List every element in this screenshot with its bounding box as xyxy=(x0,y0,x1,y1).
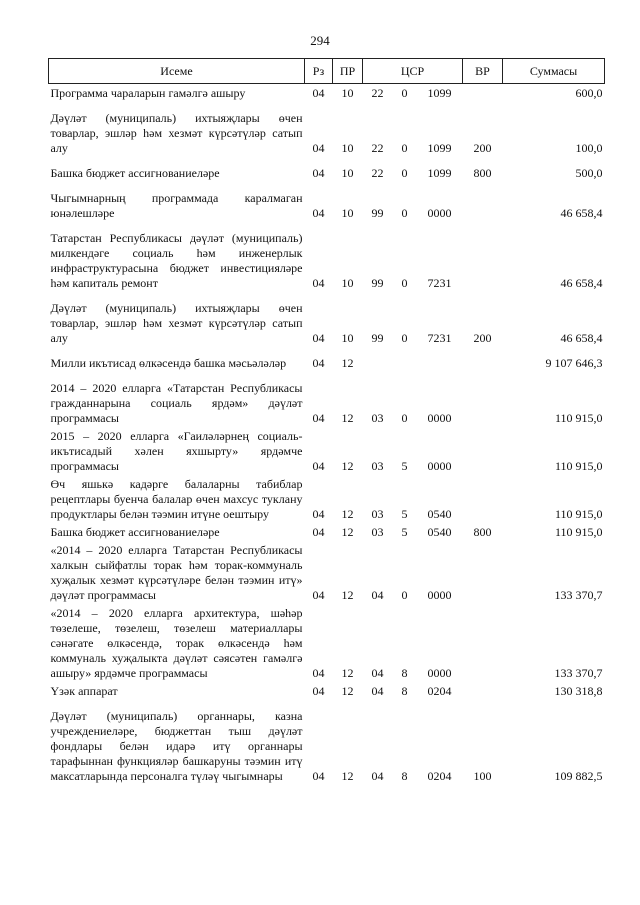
row-sum: 500,0 xyxy=(575,166,603,180)
row-name: Үзәк аппарат xyxy=(50,684,118,698)
row-sum: 46 658,4 xyxy=(560,206,603,220)
row-csr-subprogram: 5 xyxy=(401,507,408,521)
row-csr-code: 0204 xyxy=(427,769,452,783)
row-csr-code: 1099 xyxy=(427,166,452,180)
row-csr-subprogram: 5 xyxy=(401,525,408,539)
header-rz: Рз xyxy=(305,59,333,84)
budget-table xyxy=(48,58,605,785)
row-csr-code xyxy=(417,347,463,372)
row-name: Дәүләт (муниципаль) ихтыяҗлары өчен товарлар, эшләр һәм хезмәт күрсәтүләр сатып алу xyxy=(50,301,303,345)
row-csr-subprogram: 0 xyxy=(401,166,408,180)
table-row xyxy=(49,427,605,475)
row-csr-program: 22 xyxy=(371,166,384,180)
row-vr xyxy=(463,604,503,682)
row-sum: 109 882,5 xyxy=(554,769,603,783)
row-csr-program: 03 xyxy=(371,525,384,539)
row-vr: 800 xyxy=(473,525,492,539)
row-name: Дәүләт (муниципаль) ихтыяҗлары өчен товарлар, эшләр һәм хезмәт күрсәтүләр сатып алу xyxy=(50,111,303,155)
table-row xyxy=(49,347,605,372)
row-csr-program: 03 xyxy=(371,459,384,473)
header-csr: ЦСР xyxy=(363,59,463,84)
row-name: Дәүләт (муниципаль) органнары, казна учреждениеләре, бюджеттан тыш дәүләт фондлары белән идарә итү органнары тарафыннан функцияләр башкаруны тәэмин итү максатларында персоналга түләү чыгымнары xyxy=(50,709,303,783)
table-row xyxy=(49,222,605,292)
row-csr-program: 04 xyxy=(371,588,384,602)
row-csr-code: 0540 xyxy=(427,507,452,521)
table-row xyxy=(49,102,605,157)
table-row xyxy=(49,84,605,103)
row-name: 2015 – 2020 елларга «Гаиләләрнең социаль-икътисадый хәлен яхшырту» ярдәмче программасы xyxy=(50,429,303,473)
row-rz: 04 xyxy=(312,166,325,180)
row-pr: 12 xyxy=(341,525,354,539)
row-csr-subprogram: 0 xyxy=(401,86,408,100)
row-csr-subprogram: 0 xyxy=(401,588,408,602)
row-name: Татарстан Республикасы дәүләт (муниципаль) милкендәге социаль һәм инженерлык инфраструктурасына бюджет инвестицияләре һәм капиталь ремонт xyxy=(50,231,303,290)
row-vr: 200 xyxy=(473,331,492,345)
row-rz: 04 xyxy=(312,86,325,100)
row-csr-program: 04 xyxy=(371,684,384,698)
row-sum: 133 370,7 xyxy=(554,666,603,680)
row-vr xyxy=(463,427,503,475)
row-rz: 04 xyxy=(312,411,325,425)
row-name: Милли икътисад өлкәсендә башка мәсьәләләр xyxy=(50,356,287,370)
row-csr-code: 0000 xyxy=(427,588,452,602)
row-vr xyxy=(463,182,503,222)
row-csr-subprogram: 0 xyxy=(401,141,408,155)
row-rz: 04 xyxy=(312,769,325,783)
row-csr-program: 03 xyxy=(371,507,384,521)
row-vr: 800 xyxy=(473,166,492,180)
row-rz: 04 xyxy=(312,206,325,220)
row-pr: 12 xyxy=(341,666,354,680)
row-csr-code: 0540 xyxy=(427,525,452,539)
table-row xyxy=(49,700,605,785)
row-pr: 10 xyxy=(341,331,354,345)
row-sum: 600,0 xyxy=(575,86,603,100)
row-csr-code: 7231 xyxy=(427,276,452,290)
table-row xyxy=(49,541,605,604)
row-rz: 04 xyxy=(312,507,325,521)
row-pr: 12 xyxy=(341,507,354,521)
row-vr xyxy=(463,475,503,523)
row-name: 2014 – 2020 елларга «Татарстан Республикасы гражданнарына социаль ярдәм» дәүләт программасы xyxy=(50,381,303,425)
table-row xyxy=(49,475,605,523)
row-csr-code: 1099 xyxy=(427,86,452,100)
table-row xyxy=(49,604,605,682)
row-vr xyxy=(463,682,503,700)
row-vr xyxy=(463,347,503,372)
row-rz: 04 xyxy=(312,276,325,290)
row-csr-subprogram: 0 xyxy=(401,411,408,425)
row-rz: 04 xyxy=(312,331,325,345)
row-name: «2014 – 2020 елларга Татарстан Республикасы халкын сыйфатлы торак һәм торак-коммуналь хуҗалык хезмәт күрсәтүләре белән тәэмин итү» дәүләт программасы xyxy=(50,543,303,602)
row-sum: 9 107 646,3 xyxy=(545,356,603,370)
row-pr: 10 xyxy=(341,206,354,220)
table-row xyxy=(49,372,605,427)
row-csr-subprogram: 0 xyxy=(401,276,408,290)
row-rz: 04 xyxy=(312,356,325,370)
row-csr-program: 22 xyxy=(371,86,384,100)
row-pr: 10 xyxy=(341,166,354,180)
row-vr: 100 xyxy=(473,769,492,783)
row-vr xyxy=(463,372,503,427)
row-pr: 10 xyxy=(341,276,354,290)
row-csr-subprogram: 0 xyxy=(401,206,408,220)
row-pr: 12 xyxy=(341,411,354,425)
row-pr: 12 xyxy=(341,684,354,698)
row-name: Башка бюджет ассигнованиеләре xyxy=(50,525,220,539)
table-header-row xyxy=(49,59,605,84)
row-pr: 12 xyxy=(341,356,354,370)
row-csr-subprogram: 5 xyxy=(401,459,408,473)
row-csr-subprogram: 8 xyxy=(401,666,408,680)
row-sum: 110 915,0 xyxy=(554,525,603,539)
row-name: Өч яшькә кадәрге балаларны табиблар рецептлары буенча балалар өчен махсус туклану продуктлары белән тәэмин итүне оештыру xyxy=(50,477,303,521)
row-vr xyxy=(463,84,503,103)
row-pr: 12 xyxy=(341,459,354,473)
row-rz: 04 xyxy=(312,141,325,155)
row-csr-code: 0000 xyxy=(427,411,452,425)
row-name: Программа чараларын гамәлгә ашыру xyxy=(50,86,246,100)
row-csr-subprogram xyxy=(393,347,417,372)
row-csr-code: 0000 xyxy=(427,459,452,473)
row-csr-program: 99 xyxy=(371,276,384,290)
row-sum: 130 318,8 xyxy=(554,684,603,698)
header-name: Исеме xyxy=(49,59,305,84)
row-name: Башка бюджет ассигнованиеләре xyxy=(50,166,220,180)
row-sum: 46 658,4 xyxy=(560,331,603,345)
row-rz: 04 xyxy=(312,588,325,602)
row-sum: 110 915,0 xyxy=(554,507,603,521)
table-row xyxy=(49,292,605,347)
header-pr: ПР xyxy=(333,59,363,84)
row-sum: 110 915,0 xyxy=(554,411,603,425)
page-number: 294 xyxy=(310,33,330,48)
row-csr-program: 04 xyxy=(371,666,384,680)
row-pr: 10 xyxy=(341,141,354,155)
header-sum: Суммасы xyxy=(503,59,605,84)
row-csr-program: 99 xyxy=(371,206,384,220)
row-csr-code: 1099 xyxy=(427,141,452,155)
row-csr-code: 7231 xyxy=(427,331,452,345)
row-csr-program: 04 xyxy=(371,769,384,783)
row-sum: 100,0 xyxy=(575,141,603,155)
row-rz: 04 xyxy=(312,525,325,539)
row-name: Чыгымнарның программада каралмаган юнәлешләре xyxy=(50,191,303,220)
table-row xyxy=(49,157,605,182)
row-rz: 04 xyxy=(312,459,325,473)
row-csr-subprogram: 8 xyxy=(401,684,408,698)
row-pr: 12 xyxy=(341,588,354,602)
row-vr xyxy=(463,541,503,604)
table-row xyxy=(49,182,605,222)
header-vr: ВР xyxy=(463,59,503,84)
row-sum: 133 370,7 xyxy=(554,588,603,602)
row-csr-program: 22 xyxy=(371,141,384,155)
row-csr-program: 99 xyxy=(371,331,384,345)
row-name: «2014 – 2020 елларга архитектура, шәһәр төзелеше, төзелеш, төзелеш материаллары сәнәгате өлкәсендә, торак өлкәсендә һәм коммуналь хуҗалыкта дәүләт сәясәтен гамәлгә ашыру» ярдәмче программасы xyxy=(50,606,303,680)
row-rz: 04 xyxy=(312,684,325,698)
row-sum: 110 915,0 xyxy=(554,459,603,473)
row-csr-subprogram: 8 xyxy=(401,769,408,783)
row-csr-code: 0000 xyxy=(427,206,452,220)
row-vr xyxy=(463,222,503,292)
table-row xyxy=(49,682,605,700)
row-pr: 12 xyxy=(341,769,354,783)
row-csr-program xyxy=(363,347,393,372)
row-sum: 46 658,4 xyxy=(560,276,603,290)
row-csr-code: 0000 xyxy=(427,666,452,680)
row-csr-subprogram: 0 xyxy=(401,331,408,345)
row-csr-program: 03 xyxy=(371,411,384,425)
row-pr: 10 xyxy=(341,86,354,100)
row-vr: 200 xyxy=(473,141,492,155)
row-rz: 04 xyxy=(312,666,325,680)
row-csr-code: 0204 xyxy=(427,684,452,698)
table-row xyxy=(49,523,605,541)
